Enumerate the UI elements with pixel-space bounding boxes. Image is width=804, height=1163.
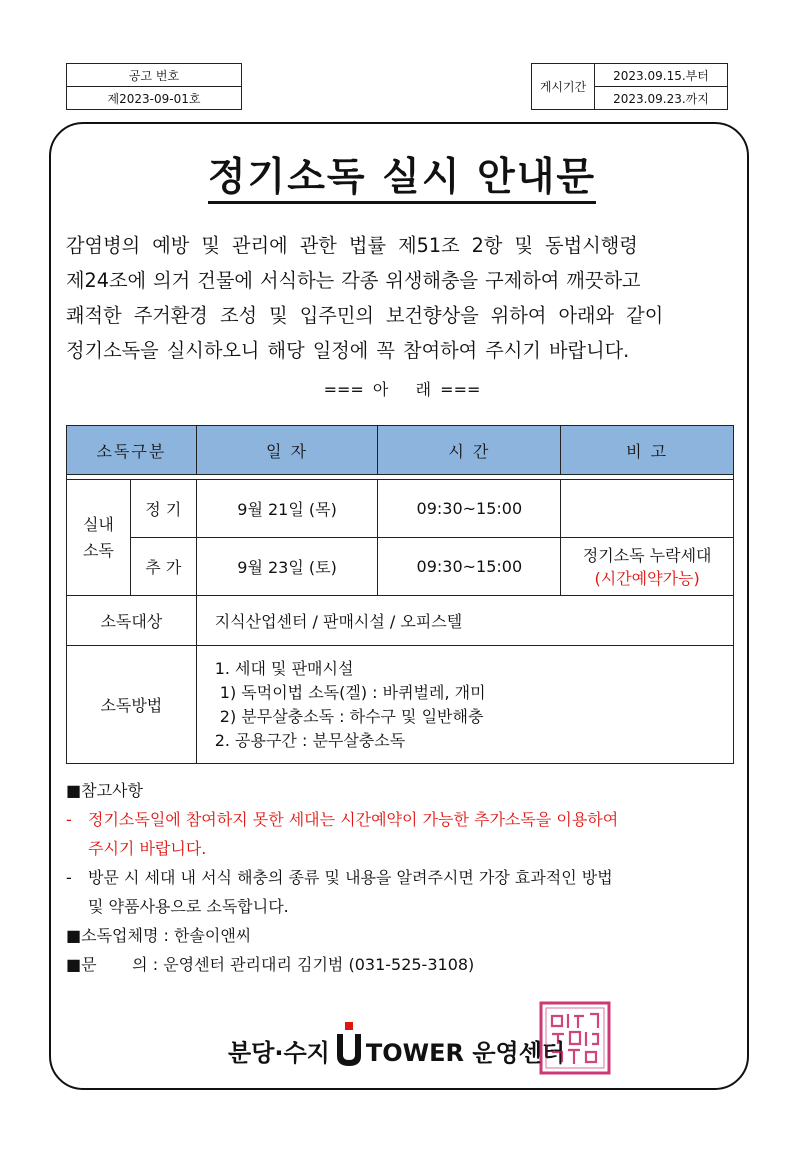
row-date: 9월 23일 (토) — [196, 538, 378, 596]
row-note-text: 정기소독 누락세대 — [582, 545, 712, 565]
row-note — [561, 480, 734, 538]
row-note — [561, 538, 734, 596]
row-time: 09:30~15:00 — [378, 480, 561, 538]
header-date: 일 자 — [196, 426, 378, 475]
note-item: - 정기소독일에 참여하지 못한 세대는 시간예약이 가능한 추가소독을 이용하여 — [66, 810, 619, 829]
posting-period-box — [531, 63, 728, 110]
seal-stamp-icon — [538, 1000, 612, 1076]
intro-line: 정기소독을 실시하오니 해당 일정에 꼭 참여하여 주시기 바랍니다. — [66, 339, 630, 362]
intro-line: 감염병의 예방 및 관리에 관한 법률 제51조 2항 및 동법시행령 — [66, 234, 638, 257]
note-item: - 방문 시 세대 내 서식 해충의 종류 및 내용을 알려주시면 가장 효과적인 방법 — [66, 868, 613, 887]
row-type: 추 가 — [130, 538, 196, 596]
u-logo-icon — [334, 1022, 364, 1068]
row-note-reservation: (시간예약가능) — [594, 568, 700, 588]
page-title: 정기소독 실시 안내문 — [0, 146, 804, 202]
method-line: 1) 독먹이법 소독(겔) : 바퀴벌레, 개미 — [214, 682, 486, 702]
posting-period-to: 2023.09.23.까지 — [595, 87, 728, 110]
footer-org-suffix: TOWER 운영센터 — [365, 1039, 566, 1067]
schedule-table — [66, 425, 734, 764]
target-value: 지식산업센터 / 판매시설 / 오피스텔 — [196, 596, 733, 646]
notice-number-box — [66, 63, 242, 110]
note-item-text: 정기소독일에 참여하지 못한 세대는 시간예약이 가능한 추가소독을 이용하여 — [88, 810, 619, 829]
row-time: 09:30~15:00 — [378, 538, 561, 596]
company-line: ■소독업체명 : 한솔이앤씨 — [66, 926, 252, 945]
intro-paragraph — [66, 228, 732, 368]
footer-org-prefix: 분당·수지 — [228, 1039, 330, 1067]
note-item-text: 방문 시 세대 내 서식 해충의 종류 및 내용을 알려주시면 가장 효과적인 방법 — [88, 868, 613, 887]
notes-section — [66, 776, 736, 979]
posting-period-label: 게시기간 — [532, 64, 595, 110]
intro-line: 제24조에 의거 건물에 서식하는 각종 위생해충을 구제하여 깨끗하고 — [66, 269, 641, 292]
method-line: 2. 공용구간 : 분무살충소독 — [214, 730, 406, 750]
method-label: 소독방법 — [67, 646, 197, 764]
method-line: 2) 분무살충소독 : 하수구 및 일반해충 — [214, 706, 484, 726]
header-time: 시 간 — [378, 426, 561, 475]
intro-line: 쾌적한 주거환경 조성 및 입주민의 보건향상을 위하여 아래와 같이 — [66, 304, 664, 327]
row-date: 9월 21일 (목) — [196, 480, 378, 538]
header-category: 소독구분 — [67, 426, 197, 475]
header-note: 비 고 — [561, 426, 734, 475]
contact-line: ■문 의 : 운영센터 관리대리 김기범 (031-525-3108) — [66, 955, 475, 974]
section-divider-text: === 아 래 === — [323, 380, 481, 399]
posting-period-from: 2023.09.15.부터 — [595, 64, 728, 87]
target-label: 소독대상 — [67, 596, 197, 646]
notice-number-value: 제2023-09-01호 — [67, 87, 242, 110]
method-line: 1. 세대 및 판매시설 — [214, 658, 354, 678]
notice-number-label: 공고 번호 — [67, 64, 242, 87]
note-item-continued: 주시기 바랍니다. — [88, 839, 207, 858]
method-value — [196, 646, 733, 764]
indoor-label: 실내 소독 — [67, 480, 131, 596]
note-item-continued: 및 약품사용으로 소독합니다. — [88, 897, 289, 916]
footer-signature — [228, 1012, 588, 1068]
notes-title: ■참고사항 — [66, 781, 143, 800]
row-type: 정 기 — [130, 480, 196, 538]
